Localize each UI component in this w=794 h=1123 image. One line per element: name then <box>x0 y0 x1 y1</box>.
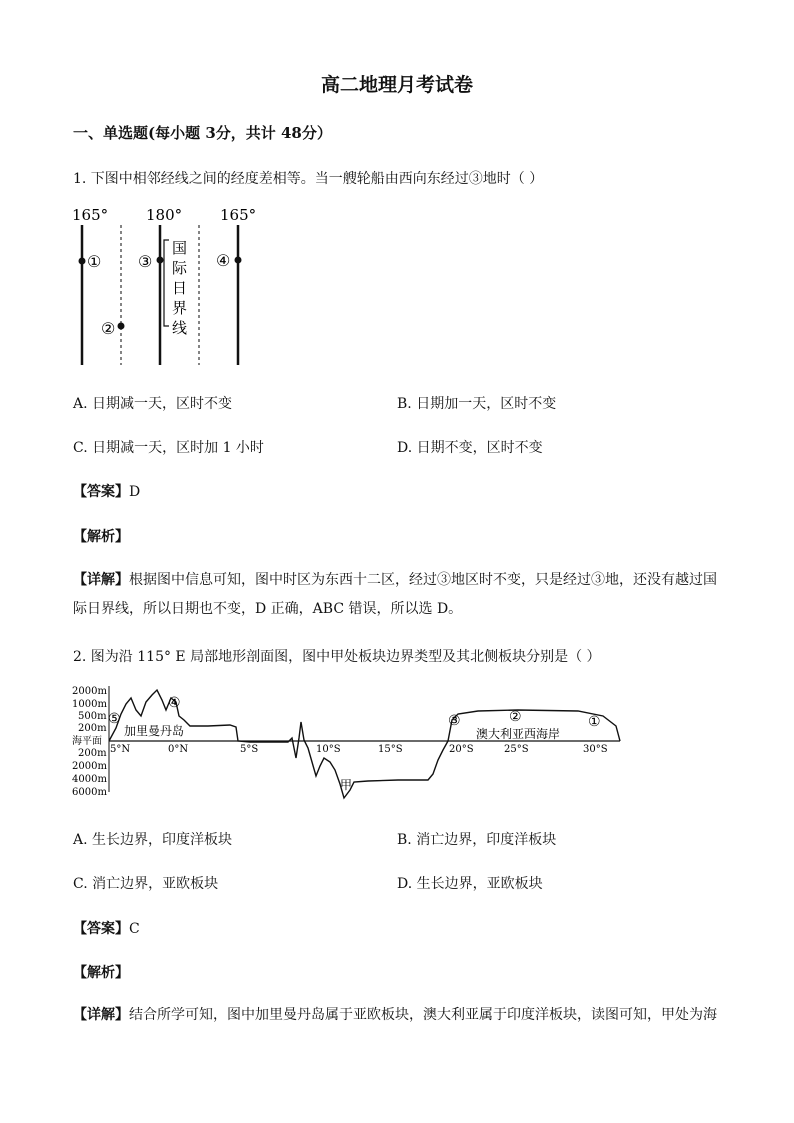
q2-option-c: C. 消亡边界，亚欧板块 <box>73 876 219 892</box>
q1-option-b: B. 日期加一天，区时不变 <box>397 396 557 412</box>
dateline-char: 日 <box>172 279 188 297</box>
detail-text: 根据图中信息可知，图中时区为东西十二区，经过③地区时不变，只是经过③地，还没有越过国际日界线，所以日期也不变，D 正确，ABC 错误，所以选 D。 <box>73 572 717 617</box>
answer-value: C <box>129 921 140 937</box>
profile-point-1: ① <box>588 714 601 730</box>
dateline-char: 国 <box>172 239 188 257</box>
dateline-bracket <box>164 240 169 326</box>
analysis-label: 【解析】 <box>73 529 129 545</box>
dateline-char: 界 <box>172 299 188 317</box>
q1-detail <box>73 566 723 624</box>
lat-label: 20°S <box>449 744 474 755</box>
region-label-australia-west-coast: 澳大利亚西海岸 <box>476 727 561 741</box>
detail-label: 【详解】 <box>73 1007 129 1023</box>
lat-label: 5°N <box>110 744 131 755</box>
lon-label-180: 180° <box>146 206 183 224</box>
q1-stem: 1. 下图中相邻经线之间的经度差相等。当一艘轮船由西向东经过③地时（ ） <box>73 171 544 187</box>
depth-axis-labels <box>72 686 107 798</box>
point-3-dot <box>157 257 164 264</box>
profile-point-5: ⑤ <box>108 711 121 727</box>
point-1-dot <box>79 258 86 265</box>
analysis-label: 【解析】 <box>73 965 129 981</box>
q1-analysis <box>73 526 129 546</box>
sea-level-label: 海平面 <box>72 736 102 747</box>
point-4-dot <box>235 257 242 264</box>
q2-analysis <box>73 962 129 982</box>
q1-option-c: C. 日期减一天，区时加 1 小时 <box>73 440 264 456</box>
depth-label: 500m <box>78 711 107 722</box>
detail-label: 【详解】 <box>73 572 129 588</box>
lat-label: 0°N <box>168 744 189 755</box>
profile-point-2: ② <box>509 709 522 725</box>
q2-terrain-profile <box>68 680 628 805</box>
depth-label: 200m <box>78 748 107 759</box>
region-label-kalimantan: 加里曼丹岛 <box>124 724 185 738</box>
point-4-label: ④ <box>216 251 231 270</box>
depth-label: 1000m <box>72 699 107 710</box>
depth-label: 4000m <box>72 774 107 785</box>
detail-text: 结合所学可知，图中加里曼丹岛属于亚欧板块，澳大利亚属于印度洋板块，读图可知，甲处为海 <box>129 1007 717 1023</box>
section-heading: 一、单选题(每小题 3分，共计 48分） <box>73 124 332 142</box>
q1-option-a: A. 日期减一天，区时不变 <box>73 396 233 412</box>
q2-option-b: B. 消亡边界，印度洋板块 <box>397 832 557 848</box>
dateline-char: 际 <box>172 259 188 277</box>
lat-label: 10°S <box>316 744 341 755</box>
depth-label: 6000m <box>72 787 107 798</box>
q2-detail <box>73 1001 723 1030</box>
lat-label: 5°S <box>240 744 259 755</box>
depth-label: 2000m <box>72 761 107 772</box>
dateline-char: 线 <box>172 319 188 337</box>
latitude-axis-labels <box>110 744 608 755</box>
exam-title: 高二地理月考试卷 <box>320 74 473 96</box>
point-2-label: ② <box>101 319 116 338</box>
q2-stem: 2. 图为沿 115° E 局部地形剖面图，图中甲处板块边界类型及其北侧板块分别是（ ） <box>73 649 601 665</box>
answer-label: 【答案】 <box>73 484 129 500</box>
answer-value: D <box>129 484 141 500</box>
depth-label: 2000m <box>72 686 107 697</box>
q2-option-a: A. 生长边界，印度洋板块 <box>73 832 233 848</box>
profile-point-4: ④ <box>168 695 181 711</box>
q1-option-d: D. 日期不变，区时不变 <box>397 440 543 456</box>
point-1-label: ① <box>87 252 102 271</box>
q2-option-d: D. 生长边界，亚欧板块 <box>397 876 543 892</box>
lon-label-165e: 165° <box>220 206 257 224</box>
answer-label: 【答案】 <box>73 921 129 937</box>
q1-answer <box>73 481 140 501</box>
q1-dateline-figure <box>60 200 280 370</box>
lat-label: 15°S <box>378 744 403 755</box>
lon-label-165w: 165° <box>72 206 109 224</box>
depth-label: 200m <box>78 723 107 734</box>
point-2-dot <box>118 323 125 330</box>
profile-point-3: ③ <box>448 713 461 729</box>
lat-label: 30°S <box>583 744 608 755</box>
lat-label: 25°S <box>504 744 529 755</box>
region-label-jia: 甲 <box>340 778 353 792</box>
point-3-label: ③ <box>138 252 153 271</box>
q2-answer <box>73 918 140 938</box>
